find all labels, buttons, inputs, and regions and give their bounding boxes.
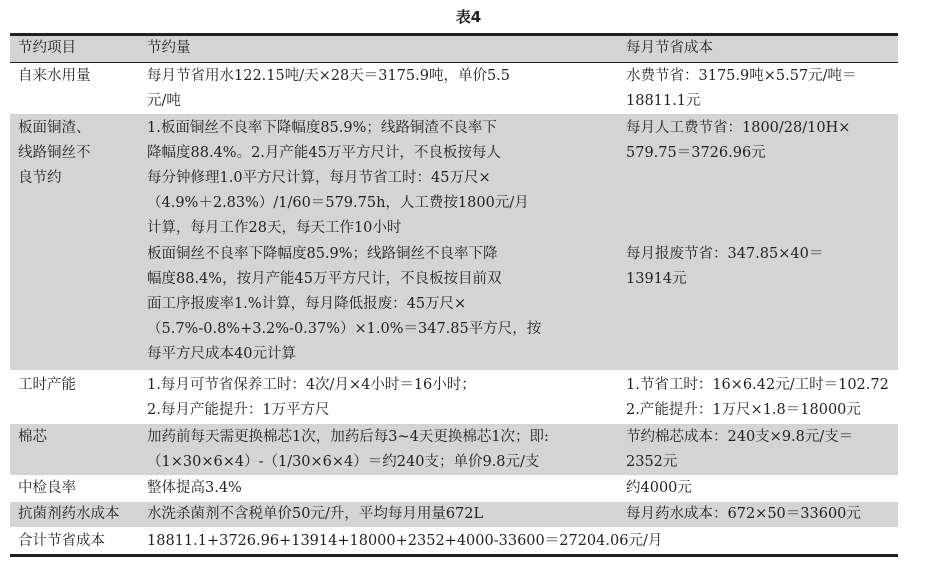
row-item: 板面铜渣、 线路铜丝不 良节约 [18,120,91,186]
row-item: 抗菌剂药水成本 [18,506,120,522]
row-amount: 1.每月可节省保养工时：4次/月×4小时＝16小时； 2.每月产能提升：1万平方尺 [147,377,476,418]
row-item: 自来水用量 [18,68,91,84]
row-cost: 节约棉芯成本：240支×9.8元/支＝ 2352元 [626,429,854,470]
table-row [10,371,898,423]
row-item: 合计节省成本 [18,533,105,549]
table-row [10,63,898,113]
header-cost: 每月节省成本 [626,40,713,56]
row-amount: 18811.1+3726.96+13914+18000+2352+4000-33600＝27204.06元/月 [147,533,663,549]
row-cost: 每月药水成本：672×50＝33600元 [626,506,861,522]
table-title: 表4 [455,8,482,26]
table-row [10,424,898,475]
row-cost: 1.节省工时：16×6.42元/工时＝102.72 2.产能提升：1万尺×1.8＝18000元 [626,377,889,418]
row-amount: 每月节省用水122.15吨/天×28天＝3175.9吨，单价5.5 元/吨 [147,68,511,109]
header-item: 节约项目 [18,40,76,56]
bottom-rule [10,554,898,557]
row-amount: 1.板面铜丝不良率下降幅度85.9%；线路铜渣不良率下 降幅度88.4%。2.月产能45万平方尺计，不良板按每人 每分钟修理1.0平方尺计算，每月节省工时：45万尺× （4.9%＋2.83%）/1/60＝579.75h，人工费按1800元/月 计算，每月工作28天，每天工作10小时 [147,120,529,236]
row-item: 棉芯 [18,429,47,445]
row-amount: 板面铜丝不良率下降幅度85.9%；线路铜丝不良率下降 幅度88.4%，按月产能45万平方尺计，不良板按目前双 面工序报废率1.%计算，每月降低报废：45万尺× （5.7%-0.8%+3.2%-0.37%）×1.0%＝347.85平方尺，按 每平方尺成本40元计算 [147,246,542,362]
row-cost: 每月报废节省：347.85×40＝ 13914元 [626,246,824,287]
row-cost: 每月人工费节省：1800/28/10H× 579.75＝3726.96元 [626,120,851,161]
table-row [10,476,898,501]
table-row [10,114,898,370]
row-cost: 水费节省：3175.9吨×5.57元/吨＝ 18811.1元 [626,68,857,109]
row-amount: 整体提高3.4% [147,480,242,496]
header-row [10,36,898,62]
table-row-total [10,528,898,554]
row-amount: 水洗杀菌剂不含税单价50元/升，平均每月用量672L [147,506,484,522]
table-row [10,502,898,527]
row-amount: 加药前每天需更换棉芯1次，加药后每3~4天更换棉芯1次；即: （1×30×6×4）-（1/30×6×4）＝约240支；单价9.8元/支 [147,429,549,470]
row-cost: 约4000元 [626,480,692,496]
row-item: 工时产能 [18,377,76,393]
header-amount: 节约量 [147,40,191,56]
row-item: 中检良率 [18,480,76,496]
